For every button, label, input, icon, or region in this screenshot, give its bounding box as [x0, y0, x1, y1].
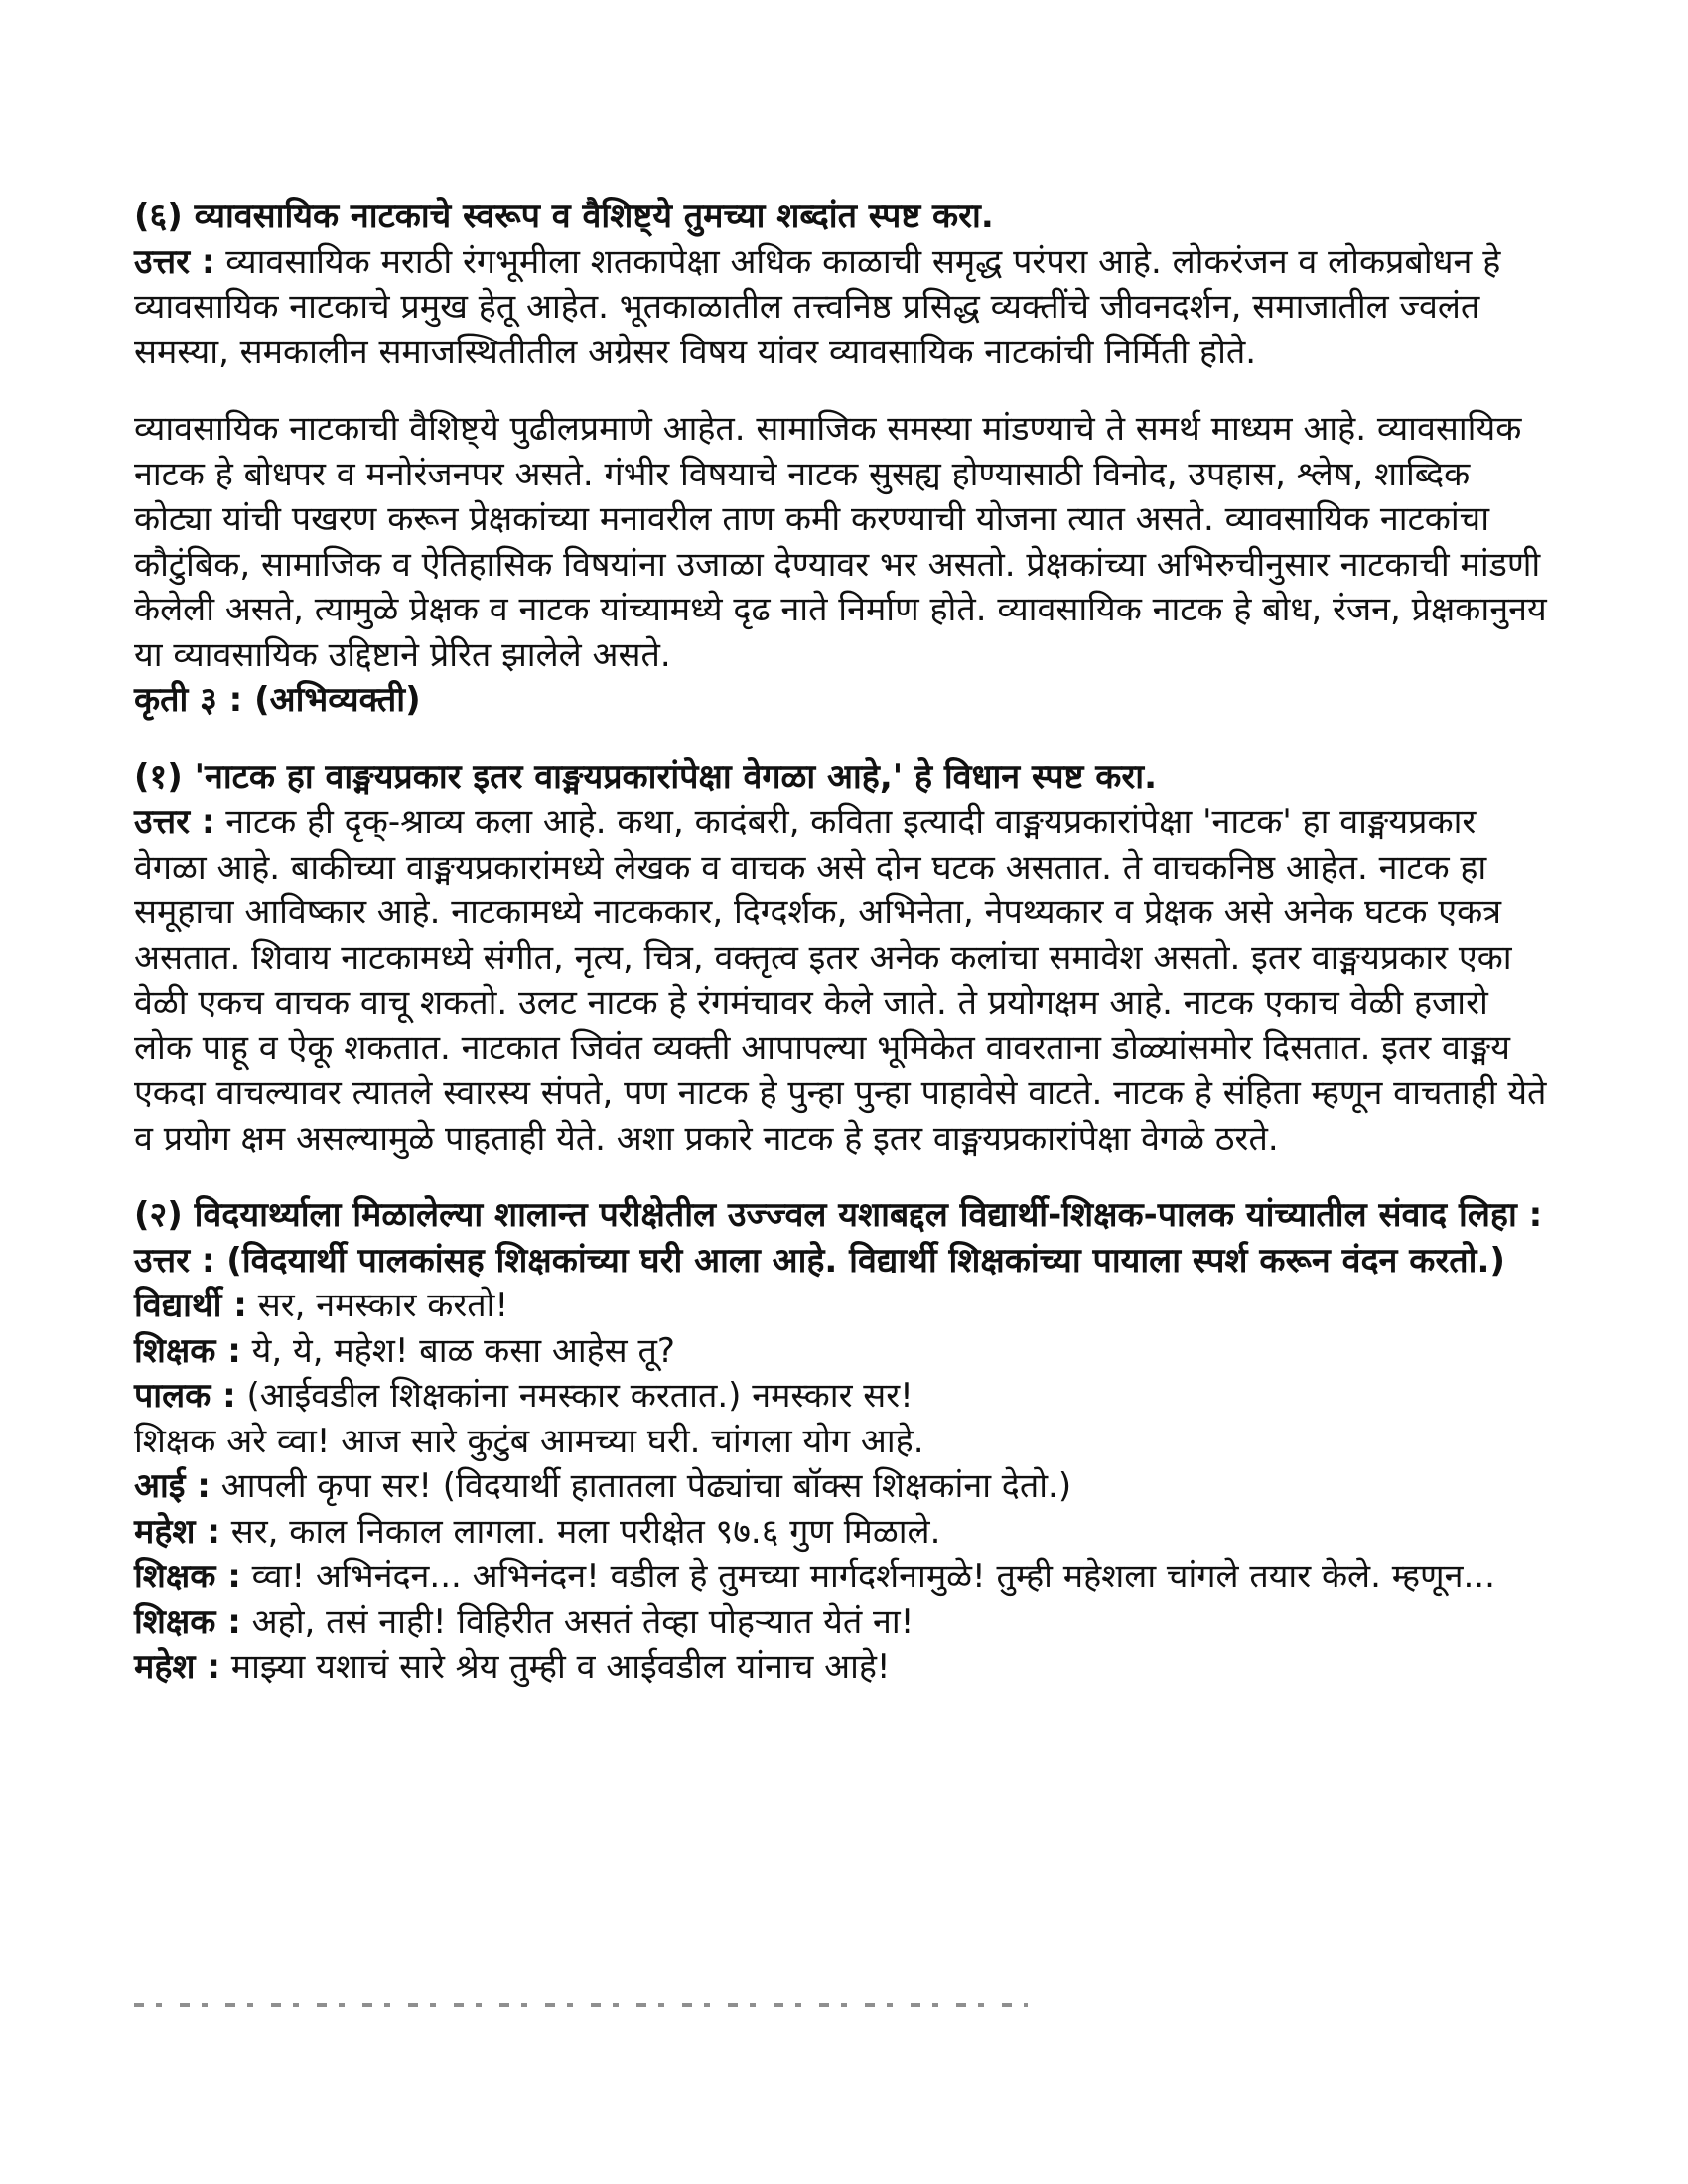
dialogue-line	[134, 1555, 1554, 1600]
section-heading: कृती ३ : (अभिव्यक्ती)	[134, 680, 421, 720]
dialogue-line	[134, 1284, 1554, 1329]
dialogue-text: सर, काल निकाल लागला. मला परीक्षेत ९७.६ गुण मिळाले.	[219, 1511, 941, 1552]
dialogue-text: ये, ये, महेश! बाळ कसा आहेस तू?	[240, 1330, 675, 1371]
question-6-heading: (६) व्यावसायिक नाटकाचे स्वरूप व वैशिष्ट्ये तुमच्या शब्दांत स्पष्ट करा.	[134, 197, 994, 236]
dialogue-text: आपली कृपा सर! (विदयार्थी हातातला पेढ्यांचा बॉक्स शिक्षकांना देतो.)	[210, 1466, 1072, 1506]
dialogue-line	[134, 1374, 1554, 1420]
question-1-answer	[134, 800, 1554, 1161]
dialogue-line	[134, 1510, 1554, 1556]
dialogue-line	[134, 1420, 1554, 1465]
dialogue-text: माझ्या यशाचं सारे श्रेय तुम्ही व आईवडील यांनाच आहे!	[219, 1647, 891, 1687]
answer-text: व्यावसायिक मराठी रंगभूमीला शतकापेक्षा अधिक काळाची समृद्ध परंपरा आहे. लोकरंजन व लोकप्रबोधन हे व्यावसायिक नाटकाचे प्रमुख हेतू आहेत. भूतकाळातील तत्त्वनिष्ठ प्रसिद्ध व्यक्तींचे जीवनदर्शन, समाजातील ज्वलंत समस्या, समकालीन समाजस्थितीतील अग्रेसर विषय यांवर व्यावसायिक नाटकांची निर्मिती होते.	[134, 241, 1501, 372]
cut-off-line	[134, 1991, 1028, 2009]
question-2-answer-intro: उत्तर : (विदयार्थी पालकांसह शिक्षकांच्या घरी आला आहे. विद्यार्थी शिक्षकांच्या पायाला स्पर्श करून वंदन करतो.)	[134, 1240, 1505, 1281]
speaker-label: शिक्षक :	[134, 1557, 241, 1596]
dialogue-line	[134, 1329, 1554, 1375]
answer-text: नाटक ही दृक्-श्राव्य कला आहे. कथा, कादंबरी, कविता इत्यादी वाङ्मयप्रकारांपेक्षा 'नाटक' हा वाङ्मयप्रकार वेगळा आहे. बाकीच्या वाङ्मयप्रकारांमध्ये लेखक व वाचक असे दोन घटक असतात. ते वाचकनिष्ठ आहेत. नाटक हा समूहाचा आविष्कार आहे. नाटकामध्ये नाटककार, दिग्दर्शक, अभिनेता, नेपथ्यकार व प्रेक्षक असे अनेक घटक एकत्र असतात. शिवाय नाटकामध्ये संगीत, नृत्य, चित्र, वक्तृत्व इतर अनेक कलांचा समावेश असतो. इतर वाङ्मयप्रकार एका वेळी एकच वाचक वाचू शकतो. उलट नाटक हे रंगमंचावर केले जाते. ते प्रयोगक्षम आहे. नाटक एकाच वेळी हजारो लोक पाहू व ऐकू शकतात. नाटकात जिवंत व्यक्ती आपापल्या भूमिकेत वावरताना डोळ्यांसमोर दिसतात. इतर वाङ्मय एकदा वाचल्यावर त्यातले स्वारस्य संपते, पण नाटक हे पुन्हा पुन्हा पाहावेसे वाटते. नाटक हे संहिता म्हणून वाचताही येते व प्रयोग क्षम असल्यामुळे पाहताही येते. अशा प्रकारे नाटक हे इतर वाङ्मयप्रकारांपेक्षा वेगळे ठरते.	[134, 802, 1547, 1159]
document-page	[134, 195, 1554, 1691]
dialogue-text: शिक्षक अरे व्वा! आज सारे कुटुंब आमच्या घरी. चांगला योग आहे.	[134, 1421, 924, 1461]
dialogue-line	[134, 1645, 1554, 1691]
question-1-heading: (१) 'नाटक हा वाङ्मयप्रकार इतर वाङ्मयप्रकारांपेक्षा वेगळा आहे,' हे विधान स्पष्ट करा.	[134, 756, 1157, 797]
question-6-answer	[134, 240, 1554, 376]
question-2-heading: (२) विदयार्थ्याला मिळालेल्या शालान्त परीक्षेतील उज्ज्वल यशाबद्दल विद्यार्थी-शिक्षक-पालक यांच्यातील संवाद लिहा :	[134, 1195, 1543, 1235]
speaker-label: महेश :	[134, 1647, 220, 1687]
dialogue-line	[134, 1464, 1554, 1510]
answer-label: उत्तर :	[134, 241, 215, 282]
speaker-label: आई :	[134, 1466, 211, 1506]
speaker-label: महेश :	[134, 1511, 220, 1552]
speaker-label: शिक्षक :	[134, 1601, 241, 1642]
dialogue	[134, 1284, 1554, 1691]
speaker-label: विद्यार्थी :	[134, 1286, 247, 1325]
dialogue-text: (आईवडील शिक्षकांना नमस्कार करतात.) नमस्कार सर!	[235, 1376, 914, 1416]
speaker-label: शिक्षक :	[134, 1330, 241, 1371]
question-6-paragraph-2: व्यावसायिक नाटकाची वैशिष्ट्ये पुढीलप्रमाणे आहेत. सामाजिक समस्या मांडण्याचे ते समर्थ माध्यम आहे. व्यावसायिक नाटक हे बोधपर व मनोरंजनपर असते. गंभीर विषयाचे नाटक सुसह्य होण्यासाठी विनोद, उपहास, श्लेष, शाब्दिक कोट्या यांची पखरण करून प्रेक्षकांच्या मनावरील ताण कमी करण्याची योजना त्यात असते. व्यावसायिक नाटकांचा कौटुंबिक, सामाजिक व ऐतिहासिक विषयांना उजाळा देण्यावर भर असतो. प्रेक्षकांच्या अभिरुचीनुसार नाटकाची मांडणी केलेली असते, त्यामुळे प्रेक्षक व नाटक यांच्यामध्ये दृढ नाते निर्माण होते. व्यावसायिक नाटक हे बोध, रंजन, प्रेक्षकानुनय या व्यावसायिक उद्दिष्टाने प्रेरित झालेले असते.	[134, 409, 1547, 675]
dialogue-text: व्वा! अभिनंदन... अभिनंदन! वडील हे तुमच्या मार्गदर्शनामुळे! तुम्ही महेशला चांगले तयार केले. म्हणून...	[240, 1557, 1495, 1596]
dialogue-line	[134, 1600, 1554, 1646]
answer-label: उत्तर :	[134, 802, 215, 842]
dialogue-text: अहो, तसं नाही! विहिरीत असतं तेव्हा पोहऱ्यात येतं ना!	[240, 1601, 914, 1642]
dialogue-text: सर, नमस्कार करतो!	[246, 1286, 509, 1325]
speaker-label: पालक :	[134, 1376, 236, 1416]
